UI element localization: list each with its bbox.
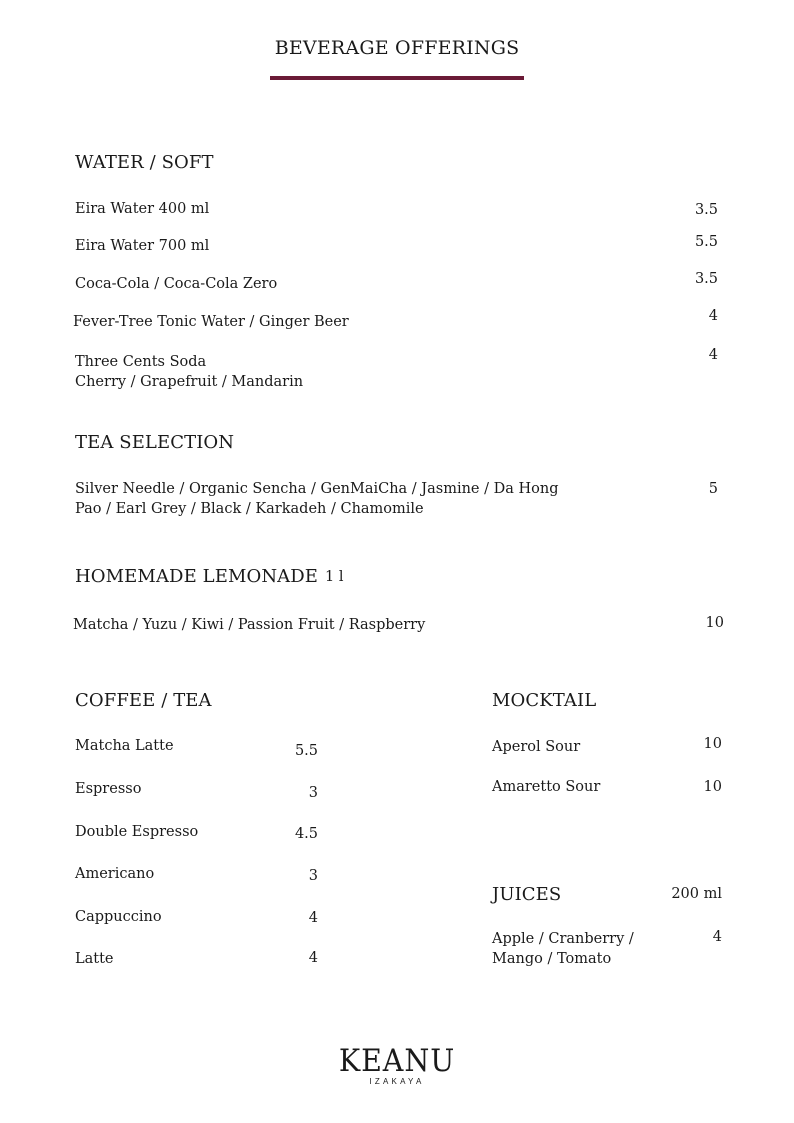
logo-subtitle: IZAKAYA (369, 1077, 425, 1086)
menu-item-price: 3.5 (694, 271, 718, 287)
title-underline (270, 76, 524, 80)
section-title-juices: JUICES (492, 884, 562, 905)
menu-item-price: 4 (712, 929, 722, 945)
menu-item-price: 5 (708, 481, 718, 497)
menu-item-name: Fever-Tree Tonic Water / Ginger Beer (73, 314, 349, 330)
menu-item-name: Eira Water 400 ml (75, 201, 210, 217)
menu-item-price: 3.5 (694, 202, 718, 218)
keanu-logo (0, 1043, 794, 1086)
page-title: BEVERAGE OFFERINGS (274, 37, 520, 59)
section-title-lemonade: HOMEMADE LEMONADE (75, 566, 319, 587)
menu-item-price: 4 (708, 308, 718, 324)
section-title-coffee-tea: COFFEE / TEA (75, 690, 212, 711)
menu-item-name: Amaretto Sour (492, 779, 601, 795)
menu-item-name: Eira Water 700 ml (75, 238, 210, 254)
section-title-water-soft: WATER / SOFT (75, 152, 214, 173)
menu-item-price: 10 (705, 615, 724, 631)
lemonade-volume: 1 l (325, 569, 344, 585)
lemonade-flavors: Matcha / Yuzu / Kiwi / Passion Fruit / Raspberry (73, 617, 426, 633)
section-title-tea-selection: TEA SELECTION (75, 432, 235, 453)
menu-item-price: 4 (708, 347, 718, 363)
menu-item-price: 4 (308, 910, 318, 926)
menu-item-name: Americano (75, 866, 155, 882)
menu-item-price: 4 (308, 950, 318, 966)
menu-item-name: Matcha Latte (75, 738, 174, 754)
menu-item-price: 3 (308, 785, 318, 801)
menu-item-name: Double Espresso (75, 824, 199, 840)
menu-item-name: Espresso (75, 781, 142, 797)
menu-item-price: 5.5 (294, 743, 318, 759)
juices-line-2: Mango / Tomato (492, 951, 612, 967)
menu-item-price: 4.5 (294, 826, 318, 842)
menu-item-name: Cappuccino (75, 909, 162, 925)
tea-list-line-2: Pao / Earl Grey / Black / Karkadeh / Chamomile (75, 501, 424, 517)
menu-item-price: 3 (308, 868, 318, 884)
menu-item-name: Aperol Sour (492, 739, 581, 755)
juices-line-1: Apple / Cranberry / (492, 931, 634, 947)
logo-wordmark: KEANU (338, 1043, 456, 1079)
menu-item-name: Coca-Cola / Coca-Cola Zero (75, 276, 278, 292)
menu-item-price: 10 (703, 736, 722, 752)
menu-item-subtext: Cherry / Grapefruit / Mandarin (75, 374, 304, 390)
menu-item-name: Latte (75, 951, 114, 967)
juices-volume: 200 ml (671, 886, 722, 902)
section-title-mocktail: MOCKTAIL (492, 690, 597, 711)
tea-list-line-1: Silver Needle / Organic Sencha / GenMaiCha / Jasmine / Da Hong (75, 481, 559, 497)
menu-item-name: Three Cents Soda (75, 354, 207, 370)
menu-item-price: 5.5 (694, 234, 718, 250)
menu-item-price: 10 (703, 779, 722, 795)
